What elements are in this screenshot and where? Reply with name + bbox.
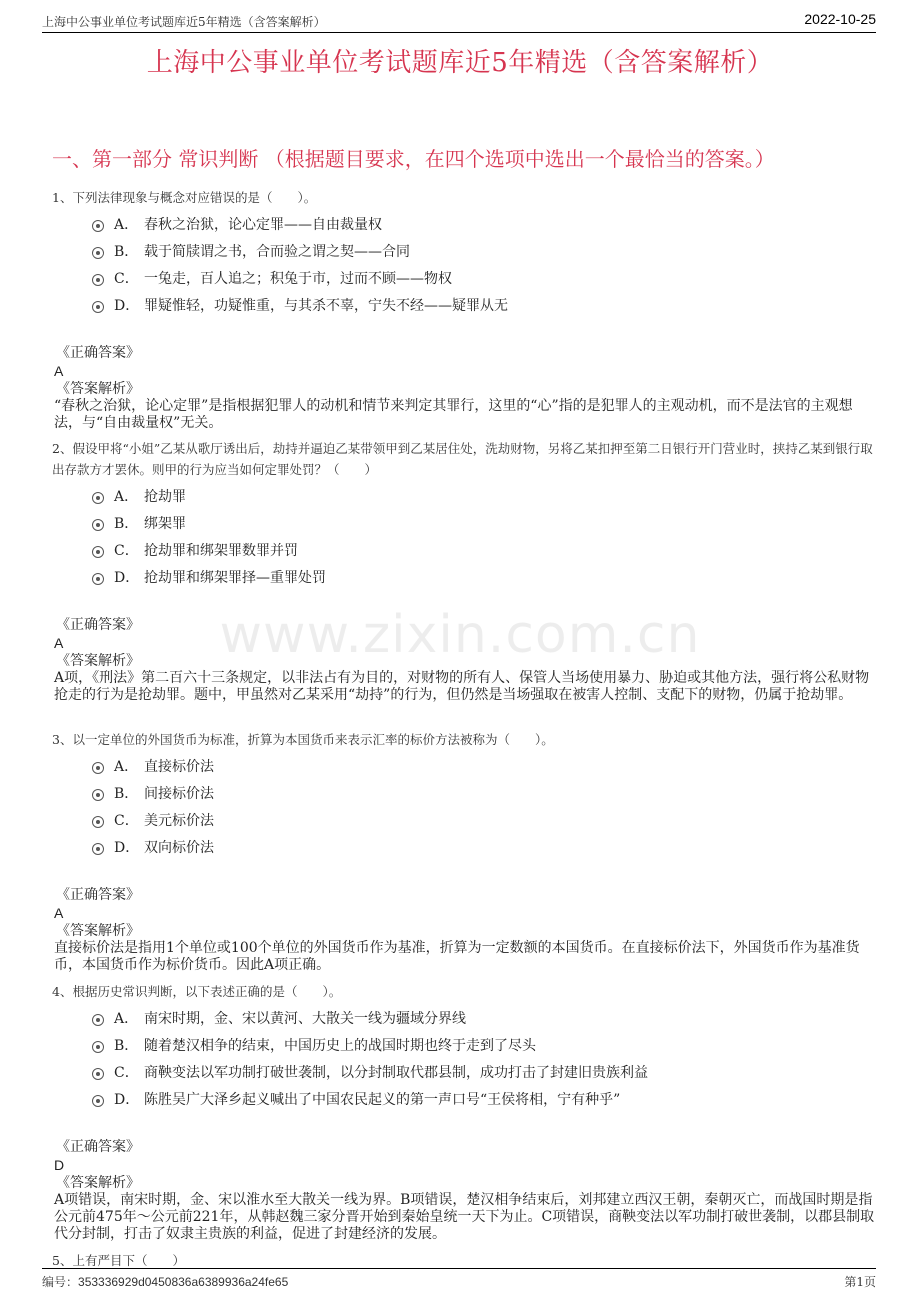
radio-icon[interactable]	[92, 789, 104, 801]
option-text: 载于简牍谓之书，合而验之谓之契——合同	[144, 243, 410, 260]
radio-icon[interactable]	[92, 492, 104, 504]
question-stem: 3、以一定单位的外国货币为标准，折算为本国货币来表示汇率的标价方法被称为（ ）。	[52, 732, 554, 747]
option-c[interactable]: C． 美元标价法	[92, 806, 876, 833]
radio-icon[interactable]	[92, 1095, 104, 1107]
answer-value: A	[54, 635, 64, 651]
explanation-text: A项错误，南宋时期，金、宋以淮水至大散关一线为界。B项错误，楚汉相争结束后，刘邦建立西汉王朝，秦朝灭亡，而战国时期是指公元前475年～公元前221年，从韩赵魏三家分晋开始到秦始皇统一天下为止。C项错误，商鞅变法以军功制打破世袭制，以郡县制取代分封制，打击了奴隶主贵族的利益，促进了封建经济的发展。	[54, 1192, 875, 1242]
question-1	[52, 187, 876, 432]
option-text: 抢劫罪	[144, 488, 186, 505]
radio-icon[interactable]	[92, 843, 104, 855]
option-text: 双向标价法	[144, 839, 214, 856]
explanation-label: 《答案解析》	[56, 381, 140, 397]
option-b[interactable]: B． 载于简牍谓之书，合而验之谓之契——合同	[92, 237, 876, 264]
option-text: 间接标价法	[144, 785, 214, 802]
page-header	[42, 10, 876, 33]
option-list	[52, 210, 876, 318]
answer-label: 《正确答案》	[56, 617, 140, 633]
radio-icon[interactable]	[92, 816, 104, 828]
option-text: 抢劫罪和绑架罪择—重罪处罚	[144, 569, 326, 586]
radio-icon[interactable]	[92, 301, 104, 313]
option-list	[52, 752, 876, 860]
radio-icon[interactable]	[92, 247, 104, 259]
option-d[interactable]: D． 双向标价法	[92, 833, 876, 860]
option-text: 绑架罪	[144, 515, 186, 532]
option-text: 美元标价法	[144, 812, 214, 829]
option-list	[52, 482, 876, 590]
option-d[interactable]: D． 抢劫罪和绑架罪择—重罪处罚	[92, 563, 876, 590]
option-d[interactable]: D． 罪疑惟轻，功疑惟重，与其杀不辜，宁失不经——疑罪从无	[92, 291, 876, 318]
option-text: 直接标价法	[144, 758, 214, 775]
explanation-label: 《答案解析》	[56, 923, 140, 939]
section-heading: 一、第一部分 常识判断 （根据题目要求，在四个选项中选出一个最恰当的答案。）	[52, 147, 775, 171]
question-2	[52, 438, 876, 704]
radio-icon[interactable]	[92, 573, 104, 585]
answer-value: D	[54, 1157, 65, 1173]
question-3	[52, 729, 876, 974]
radio-icon[interactable]	[92, 1068, 104, 1080]
option-b[interactable]: B． 间接标价法	[92, 779, 876, 806]
answer-label: 《正确答案》	[56, 345, 140, 361]
option-a[interactable]: A． 抢劫罪	[92, 482, 876, 509]
radio-icon[interactable]	[92, 274, 104, 286]
question-stem: 2、假设甲将“小姐”乙某从歌厅诱出后，劫持并逼迫乙某带领甲到乙某居住处，洗劫财物，另将乙某扣押至第二日银行开门营业时，挟持乙某到银行取出存款方才罢休。则甲的行为应当如何定罪处罚？（ ）	[52, 441, 873, 477]
option-b[interactable]: B． 绑架罪	[92, 509, 876, 536]
answer-value: A	[54, 363, 64, 379]
question-stem: 1、下列法律现象与概念对应错误的是（ ）。	[52, 190, 317, 205]
question-stem: 4、根据历史常识判断，以下表述正确的是（ ）。	[52, 984, 342, 999]
option-text: 罪疑惟轻，功疑惟重，与其杀不辜，宁失不经——疑罪从无	[144, 297, 508, 314]
option-a[interactable]: A． 直接标价法	[92, 752, 876, 779]
header-date: 2022-10-25	[804, 11, 876, 27]
radio-icon[interactable]	[92, 1041, 104, 1053]
radio-icon[interactable]	[92, 519, 104, 531]
next-question-partial: 5、上有严目下（ ）	[52, 1253, 185, 1268]
radio-icon[interactable]	[92, 546, 104, 558]
answer-label: 《正确答案》	[56, 887, 140, 903]
option-text: 陈胜吴广大泽乡起义喊出了中国农民起义的第一声口号“王侯将相，宁有种乎”	[144, 1091, 621, 1108]
option-list	[52, 1004, 876, 1112]
option-text: 商鞅变法以军功制打破世袭制，以分封制取代郡县制，成功打击了封建旧贵族利益	[144, 1064, 648, 1081]
option-text: 春秋之治狱，论心定罪——自由裁量权	[144, 216, 382, 233]
radio-icon[interactable]	[92, 762, 104, 774]
option-text: 抢劫罪和绑架罪数罪并罚	[144, 542, 298, 559]
document-title: 上海中公事业单位考试题库近5年精选（含答案解析）	[146, 48, 774, 78]
explanation-label: 《答案解析》	[56, 1175, 140, 1191]
radio-icon[interactable]	[92, 1014, 104, 1026]
option-text: 南宋时期，金、宋以黄河、大散关一线为疆域分界线	[144, 1010, 466, 1027]
question-4	[52, 981, 876, 1243]
option-text: 随着楚汉相争的结束，中国历史上的战国时期也终于走到了尽头	[144, 1037, 536, 1054]
explanation-label: 《答案解析》	[56, 653, 140, 669]
page-number: 第1页	[844, 1275, 876, 1289]
explanation-text: 直接标价法是指用1个单位或100个单位的外国货币作为基准，折算为一定数额的本国货币。在直接标价法下，外国货币作为基准货币，本国货币作为标价货币。因此A项正确。	[54, 940, 860, 973]
watermark: www.zixin.com.cn	[219, 605, 701, 665]
document-code-label: 编号：	[42, 1275, 79, 1289]
answer-label: 《正确答案》	[56, 1139, 140, 1155]
option-a[interactable]: A． 春秋之治狱，论心定罪——自由裁量权	[92, 210, 876, 237]
answer-value: A	[54, 905, 64, 921]
option-text: 一兔走，百人追之；积兔于市，过而不顾——物权	[144, 270, 452, 287]
page-footer	[42, 1268, 876, 1291]
option-b[interactable]: B． 随着楚汉相争的结束，中国历史上的战国时期也终于走到了尽头	[92, 1031, 876, 1058]
radio-icon[interactable]	[92, 220, 104, 232]
option-c[interactable]: C． 商鞅变法以军功制打破世袭制，以分封制取代郡县制，成功打击了封建旧贵族利益	[92, 1058, 876, 1085]
option-c[interactable]: C． 抢劫罪和绑架罪数罪并罚	[92, 536, 876, 563]
option-d[interactable]: D． 陈胜吴广大泽乡起义喊出了中国农民起义的第一声口号“王侯将相，宁有种乎”	[92, 1085, 876, 1112]
explanation-text: A项，《刑法》第二百六十三条规定，以非法占有为目的，对财物的所有人、保管人当场使用暴力、胁迫或其他方法，强行将公私财物抢走的行为是抢劫罪。题中，甲虽然对乙某采用“劫持”的行为，但仍然是当场强取在被害人控制、支配下的财物，仍属于抢劫罪。	[54, 670, 870, 703]
document-code-value: 353336929d0450836a6389936a24fe65	[78, 1275, 289, 1289]
document-code	[42, 1273, 288, 1290]
option-a[interactable]: A． 南宋时期，金、宋以黄河、大散关一线为疆域分界线	[92, 1004, 876, 1031]
option-c[interactable]: C． 一兔走，百人追之；积兔于市，过而不顾——物权	[92, 264, 876, 291]
explanation-text: “春秋之治狱，论心定罪”是指根据犯罪人的动机和情节来判定其罪行，这里的“心”指的是犯罪人的主观动机，而不是法官的主观想法，与“自由裁量权”无关。	[54, 398, 853, 431]
header-doc-title: 上海中公事业单位考试题库近5年精选（含答案解析）	[42, 15, 326, 29]
